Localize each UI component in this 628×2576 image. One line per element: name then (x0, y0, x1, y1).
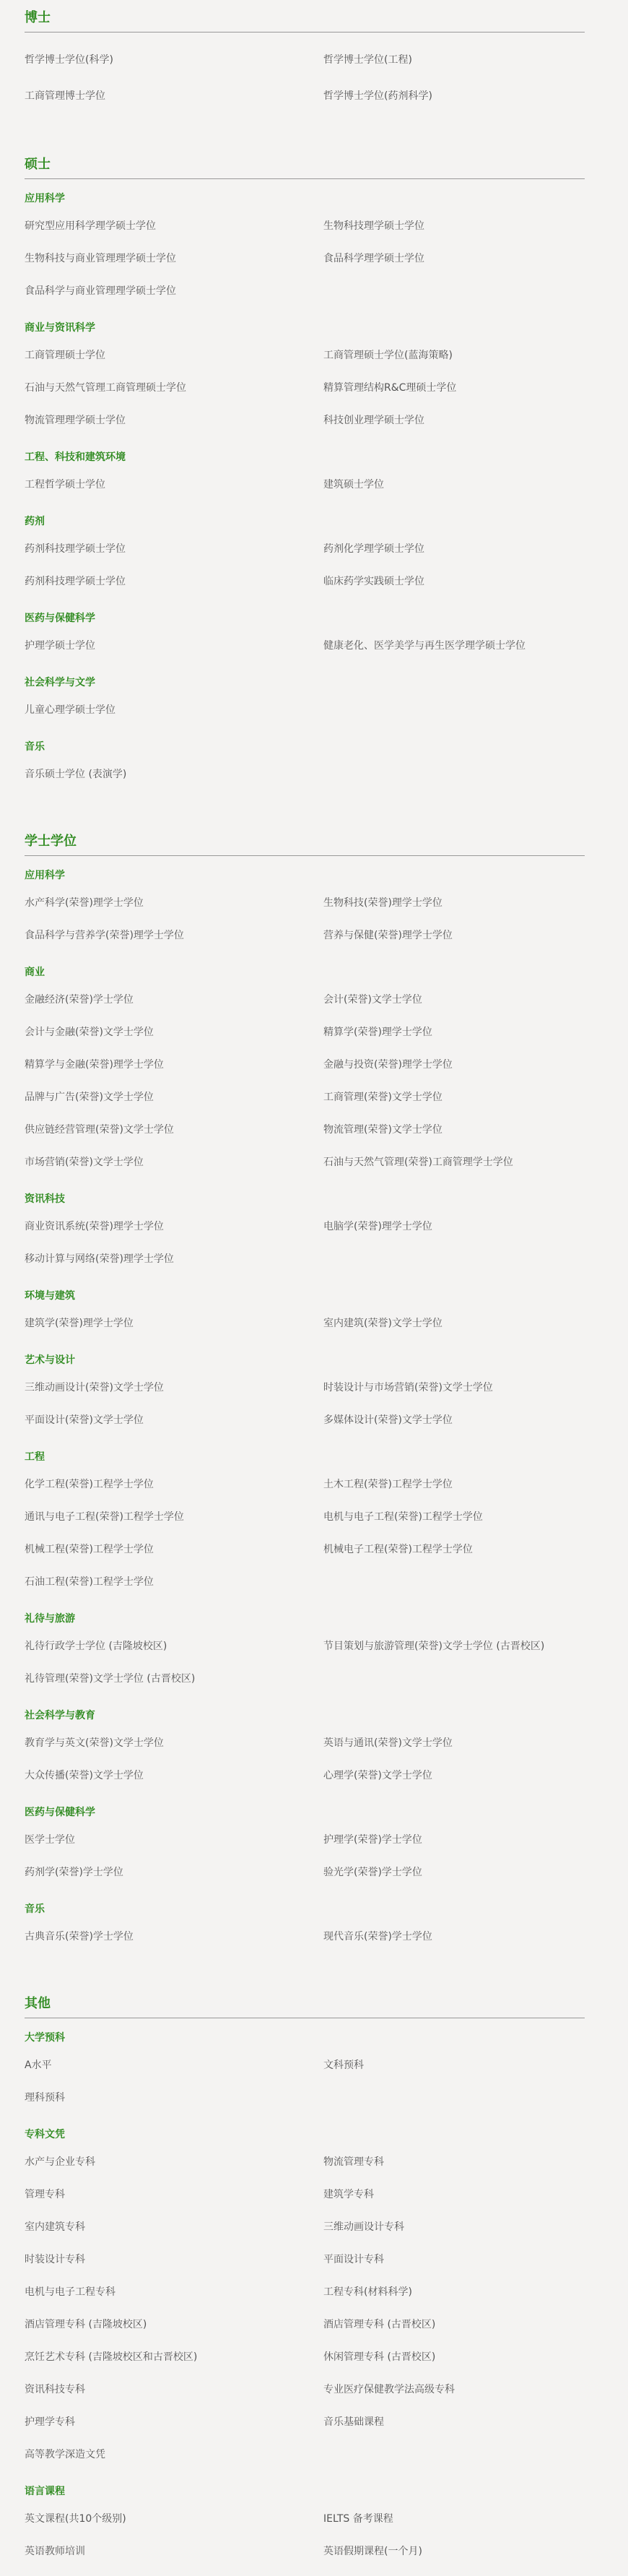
program-link[interactable]: 时装设计专科 (25, 2254, 85, 2265)
category-heading: 环境与建筑 (25, 1290, 75, 1302)
program-link[interactable]: 水产与企业专科 (25, 2156, 95, 2168)
program-grid (25, 1825, 585, 1890)
category-heading: 商业与资讯科学 (25, 322, 95, 334)
program-link[interactable]: 工程哲学硕士学位 (25, 479, 105, 490)
program-link[interactable]: 金融经济(荣誉)学士学位 (25, 994, 134, 1006)
program-link[interactable]: 药剂科技理学硕士学位 (25, 576, 126, 587)
program-link[interactable]: 生物科技理学硕士学位 (323, 220, 424, 232)
category-heading: 医药与保健科学 (25, 613, 95, 624)
program-link[interactable]: 建筑硕士学位 (323, 479, 384, 490)
program-link[interactable]: 专业医疗保健教学法高级专科 (323, 2384, 455, 2395)
category-heading: 应用科学 (25, 870, 65, 881)
program-link[interactable]: 医学士学位 (25, 1834, 75, 1846)
program-link[interactable]: 科技创业理学硕士学位 (323, 415, 424, 426)
program-link[interactable]: 护理学(荣誉)学士学位 (323, 1834, 422, 1846)
section-bachelor (25, 824, 585, 1954)
program-link[interactable]: 教育学与英文(荣誉)文学士学位 (25, 1737, 164, 1749)
category-heading: 资讯科技 (25, 1193, 65, 1205)
program-link[interactable]: 会计(荣誉)文学士学位 (323, 994, 422, 1006)
program-link[interactable]: 理科预科 (25, 2092, 65, 2104)
program-link[interactable]: 精算管理结构R&C理硕士学位 (323, 382, 457, 394)
program-grid (25, 534, 585, 599)
program-link[interactable]: 管理专科 (25, 2189, 65, 2200)
program-link[interactable]: 电机与电子工程专科 (25, 2286, 115, 2298)
program-link[interactable]: 工商管理博士学位 (25, 90, 105, 102)
program-link[interactable]: 英语与通讯(荣誉)文学士学位 (323, 1737, 453, 1749)
program-grid (25, 1373, 585, 1438)
category-heading: 医药与保健科学 (25, 1807, 95, 1818)
category-heading: 艺术与设计 (25, 1354, 75, 1366)
program-grid (25, 211, 585, 308)
program-link[interactable]: 工程专科(材料科学) (323, 2286, 412, 2298)
section-master (25, 147, 585, 792)
category-heading: 商业 (25, 967, 45, 978)
category-heading: 社会科学与文学 (25, 677, 95, 688)
program-link[interactable]: 资讯科技专科 (25, 2384, 85, 2395)
program-link[interactable]: 食品科学与商业管理理学硕士学位 (25, 285, 176, 297)
program-grid (25, 1728, 585, 1793)
program-link[interactable]: 石油与天然气管理工商管理硕士学位 (25, 382, 186, 394)
program-link[interactable]: 化学工程(荣誉)工程学士学位 (25, 1479, 154, 1490)
category-heading: 社会科学与教育 (25, 1710, 95, 1721)
program-grid (25, 1211, 585, 1276)
program-link[interactable]: 酒店管理专科 (古晋校区) (323, 2319, 436, 2330)
section-title: 博士 (25, 0, 585, 33)
program-link[interactable]: 哲学博士学位(科学) (25, 54, 113, 66)
program-link[interactable]: 节目策划与旅游管理(荣誉)文学士学位 (古晋校区) (323, 1641, 545, 1652)
program-link[interactable]: 工商管理(荣誉)文学士学位 (323, 1092, 442, 1103)
program-link[interactable]: 儿童心理学硕士学位 (25, 704, 115, 716)
program-link[interactable]: 机械工程(荣誉)工程学士学位 (25, 1544, 154, 1555)
program-link[interactable]: IELTS 备考课程 (323, 2513, 393, 2525)
category-heading: 音乐 (25, 741, 45, 753)
program-link[interactable]: 文科预科 (323, 2059, 364, 2071)
program-link[interactable]: 大众传播(荣誉)文学士学位 (25, 1770, 144, 1781)
program-link[interactable]: 通讯与电子工程(荣誉)工程学士学位 (25, 1511, 184, 1523)
program-grid (25, 2147, 585, 2472)
program-link[interactable]: 健康老化、医学美学与再生医学理学硕士学位 (323, 640, 525, 652)
program-link[interactable]: 多媒体设计(荣誉)文学士学位 (323, 1414, 453, 1426)
program-link[interactable]: 市场营销(荣誉)文学士学位 (25, 1157, 144, 1168)
program-link[interactable]: 金融与投资(荣誉)理学士学位 (323, 1059, 453, 1071)
category-heading: 音乐 (25, 1903, 45, 1915)
section-title: 其他 (25, 1986, 585, 2018)
program-link[interactable]: 英语假期课程(一个月) (323, 2546, 422, 2557)
program-link[interactable]: 时装设计与市场营销(荣誉)文学士学位 (323, 1382, 493, 1393)
program-link[interactable]: 物流管理理学硕士学位 (25, 415, 126, 426)
program-link[interactable]: 商业资讯系统(荣誉)理学士学位 (25, 1221, 164, 1232)
program-link[interactable]: 平面设计(荣誉)文学士学位 (25, 1414, 144, 1426)
program-link[interactable]: 食品科学理学硕士学位 (323, 253, 424, 264)
program-grid (25, 631, 585, 663)
program-link[interactable]: 三维动画设计专科 (323, 2221, 404, 2233)
program-link[interactable]: 三维动画设计(荣誉)文学士学位 (25, 1382, 164, 1393)
program-link[interactable]: 平面设计专科 (323, 2254, 384, 2265)
program-grid (25, 2050, 585, 2115)
program-link[interactable]: 验光学(荣誉)学士学位 (323, 1867, 422, 1878)
section-title: 学士学位 (25, 824, 585, 856)
program-link[interactable]: 电机与电子工程(荣誉)工程学士学位 (323, 1511, 483, 1523)
program-link[interactable]: 移动计算与网络(荣誉)理学士学位 (25, 1253, 174, 1265)
category-heading: 专科文凭 (25, 2129, 65, 2140)
section-doctor (25, 0, 585, 115)
program-link[interactable]: 古典音乐(荣誉)学士学位 (25, 1931, 134, 1942)
program-link[interactable]: 土木工程(荣誉)工程学士学位 (323, 1479, 453, 1490)
program-link[interactable]: 英文课程(共10个级别) (25, 2513, 126, 2525)
program-link[interactable]: 礼待行政学士学位 (吉隆坡校区) (25, 1641, 167, 1652)
program-link[interactable]: 现代音乐(荣誉)学士学位 (323, 1931, 432, 1942)
category-heading: 礼待与旅游 (25, 1613, 75, 1625)
program-link[interactable]: 哲学博士学位(工程) (323, 54, 412, 66)
program-link[interactable]: 建筑学(荣誉)理学士学位 (25, 1318, 134, 1329)
program-grid (25, 888, 585, 953)
program-link[interactable]: 酒店管理专科 (吉隆坡校区) (25, 2319, 147, 2330)
program-link[interactable]: 药剂学(荣誉)学士学位 (25, 1867, 123, 1878)
program-link[interactable]: 音乐基础课程 (323, 2416, 384, 2428)
program-link[interactable]: 石油与天然气管理(荣誉)工商管理学士学位 (323, 1157, 513, 1168)
category-heading: 工程、科技和建筑环境 (25, 451, 126, 463)
program-link[interactable]: 生物科技(荣誉)理学士学位 (323, 897, 442, 909)
program-link[interactable]: 音乐硕士学位 (表演学) (25, 769, 127, 780)
program-link[interactable]: 哲学博士学位(药剂科学) (323, 90, 432, 102)
program-grid (25, 759, 585, 792)
category-heading: 大学预科 (25, 2032, 65, 2044)
program-grid (25, 1469, 585, 1599)
section-title: 硕士 (25, 147, 585, 179)
program-grid (25, 2504, 585, 2569)
program-link[interactable]: 物流管理专科 (323, 2156, 384, 2168)
program-link[interactable]: 室内建筑专科 (25, 2221, 85, 2233)
program-link[interactable]: 高等教学深造文凭 (25, 2449, 105, 2460)
program-link[interactable]: 会计与金融(荣誉)文学士学位 (25, 1026, 154, 1038)
program-link[interactable]: A水平 (25, 2059, 52, 2071)
program-link[interactable]: 品牌与广告(荣誉)文学士学位 (25, 1092, 154, 1103)
program-link[interactable]: 精算学与金融(荣誉)理学士学位 (25, 1059, 164, 1071)
category-heading: 语言课程 (25, 2486, 65, 2497)
program-link[interactable]: 护理学硕士学位 (25, 640, 95, 652)
program-grid (25, 695, 585, 727)
program-grid (25, 1631, 585, 1696)
program-link[interactable]: 营养与保健(荣誉)理学士学位 (323, 930, 453, 941)
program-link[interactable]: 烹饪艺术专科 (吉隆坡校区和古晋校区) (25, 2351, 198, 2363)
category-heading: 药剂 (25, 516, 45, 527)
program-link[interactable]: 药剂化学理学硕士学位 (323, 543, 424, 555)
program-grid (25, 43, 585, 115)
program-grid (25, 1308, 585, 1341)
program-link[interactable]: 建筑学专科 (323, 2189, 374, 2200)
program-link[interactable]: 工商管理硕士学位 (25, 350, 105, 361)
program-link[interactable]: 休闲管理专科 (古晋校区) (323, 2351, 436, 2363)
program-link[interactable]: 供应链经营管理(荣誉)文学士学位 (25, 1124, 174, 1136)
program-link[interactable]: 精算学(荣誉)理学士学位 (323, 1026, 432, 1038)
program-grid (25, 1922, 585, 1954)
program-link[interactable]: 生物科技与商业管理理学硕士学位 (25, 253, 176, 264)
program-link[interactable]: 药剂科技理学硕士学位 (25, 543, 126, 555)
program-link[interactable]: 临床药学实践硕士学位 (323, 576, 424, 587)
category-heading: 应用科学 (25, 193, 65, 204)
program-link[interactable]: 食品科学与营养学(荣誉)理学士学位 (25, 930, 184, 941)
program-link[interactable]: 物流管理(荣誉)文学士学位 (323, 1124, 442, 1136)
program-link[interactable]: 工商管理硕士学位(蓝海策略) (323, 350, 453, 361)
program-link[interactable]: 机械电子工程(荣誉)工程学士学位 (323, 1544, 473, 1555)
program-link[interactable]: 水产科学(荣誉)理学士学位 (25, 897, 144, 909)
program-link[interactable]: 石油工程(荣誉)工程学士学位 (25, 1576, 154, 1588)
category-heading: 工程 (25, 1451, 45, 1463)
program-grid (25, 470, 585, 502)
program-link[interactable]: 电脑学(荣誉)理学士学位 (323, 1221, 432, 1232)
program-grid (25, 340, 585, 438)
program-link[interactable]: 护理学专科 (25, 2416, 75, 2428)
program-link[interactable]: 英语教师培训 (25, 2546, 85, 2557)
program-link[interactable]: 研究型应用科学理学硕士学位 (25, 220, 156, 232)
program-grid (25, 985, 585, 1180)
program-link[interactable]: 心理学(荣誉)文学士学位 (323, 1770, 432, 1781)
program-link[interactable]: 室内建筑(荣誉)文学士学位 (323, 1318, 442, 1329)
program-link[interactable]: 礼待管理(荣誉)文学士学位 (古晋校区) (25, 1673, 196, 1685)
section-other (25, 1986, 585, 2569)
